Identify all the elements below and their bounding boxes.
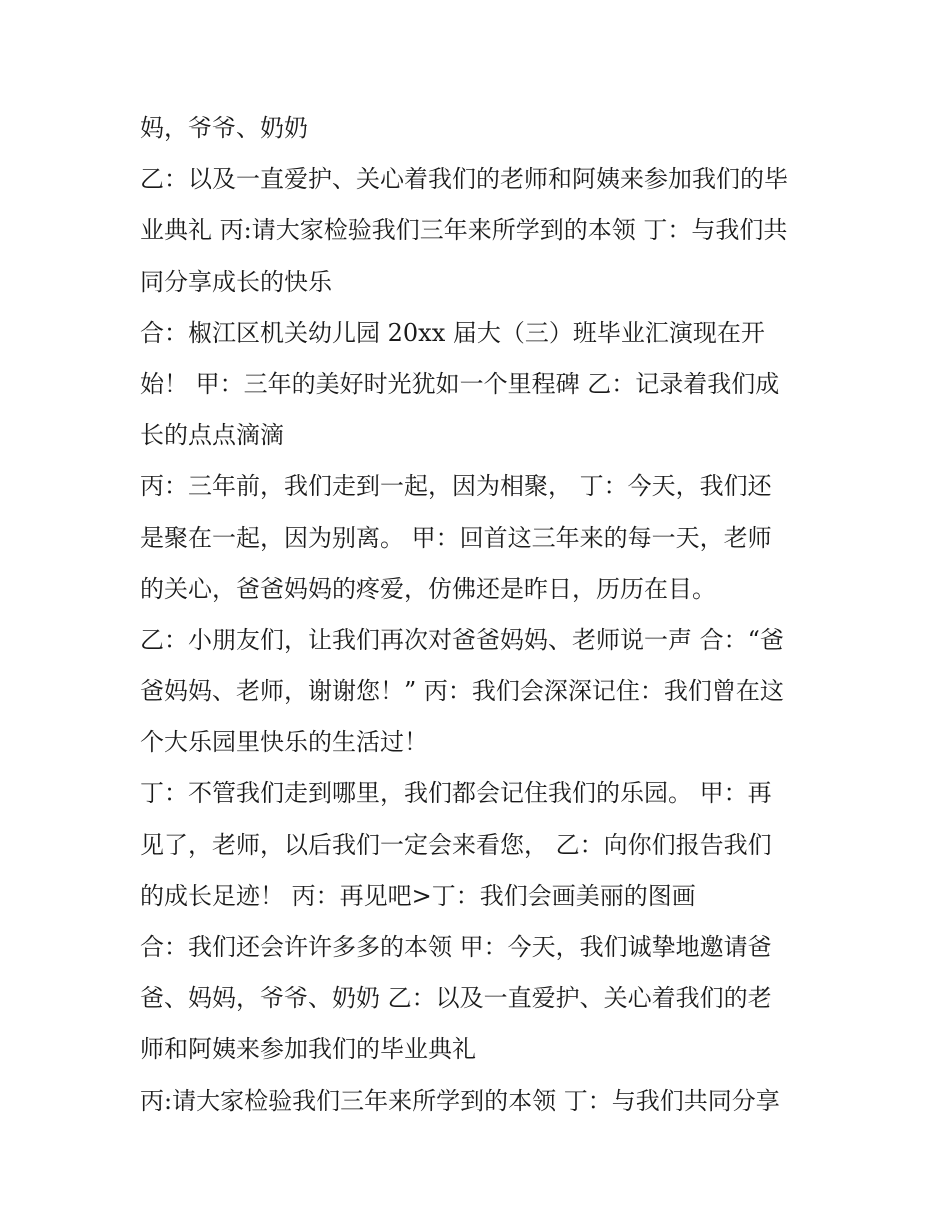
text-line: 丁：不管我们走到哪里，我们都会记住我们的乐园。 甲：再 bbox=[140, 779, 772, 808]
text-line: 见了，老师，以后我们一定会来看您， 乙：向你们报告我们 bbox=[140, 830, 772, 859]
text-line: 个大乐园里快乐的生活过！ bbox=[140, 728, 428, 757]
text-line: 始！ 甲：三年的美好时光犹如一个里程碑 乙：记录着我们成 bbox=[140, 369, 780, 398]
text-line: 师和阿姨来参加我们的毕业典礼 bbox=[140, 1035, 476, 1064]
text-line: 长的点点滴滴 bbox=[140, 421, 284, 450]
text-line: 的成长足迹！ 丙：再见吧>丁：我们会画美丽的图画 bbox=[140, 881, 696, 910]
text-line: 爸、妈妈，爷爷、奶奶 乙：以及一直爱护、关心着我们的老 bbox=[140, 984, 772, 1013]
text-line: 同分享成长的快乐 bbox=[140, 267, 332, 296]
text-line: 乙：小朋友们，让我们再次对爸爸妈妈、老师说一声 合：“爸 bbox=[140, 625, 784, 654]
text-line: 妈，爷爷、奶奶 bbox=[140, 114, 308, 142]
text-line: 合：椒江区机关幼儿园 20xx 届大（三）班毕业汇演现在开 bbox=[140, 318, 765, 347]
text-line: 业典礼 丙:请大家检验我们三年来所学到的本领 丁：与我们共 bbox=[140, 216, 788, 245]
text-line: 爸妈妈、老师，谢谢您！” 丙：我们会深深记住：我们曾在这 bbox=[140, 677, 784, 706]
text-line: 的关心，爸爸妈妈的疼爱，仿佛还是昨日，历历在目。 bbox=[140, 574, 716, 603]
text-line: 丙:请大家检验我们三年来所学到的本领 丁：与我们共同分享 bbox=[140, 1086, 780, 1115]
document-body bbox=[140, 103, 820, 1127]
text-line: 合：我们还会许许多多的本领 甲：今天，我们诚挚地邀请爸 bbox=[140, 933, 772, 961]
text-line: 乙：以及一直爱护、关心着我们的老师和阿姨来参加我们的毕 bbox=[140, 165, 788, 194]
text-line: 丙：三年前，我们走到一起，因为相聚， 丁：今天，我们还 bbox=[140, 472, 772, 501]
text-line: 是聚在一起，因为别离。 甲：回首这三年来的每一天，老师 bbox=[140, 523, 772, 552]
